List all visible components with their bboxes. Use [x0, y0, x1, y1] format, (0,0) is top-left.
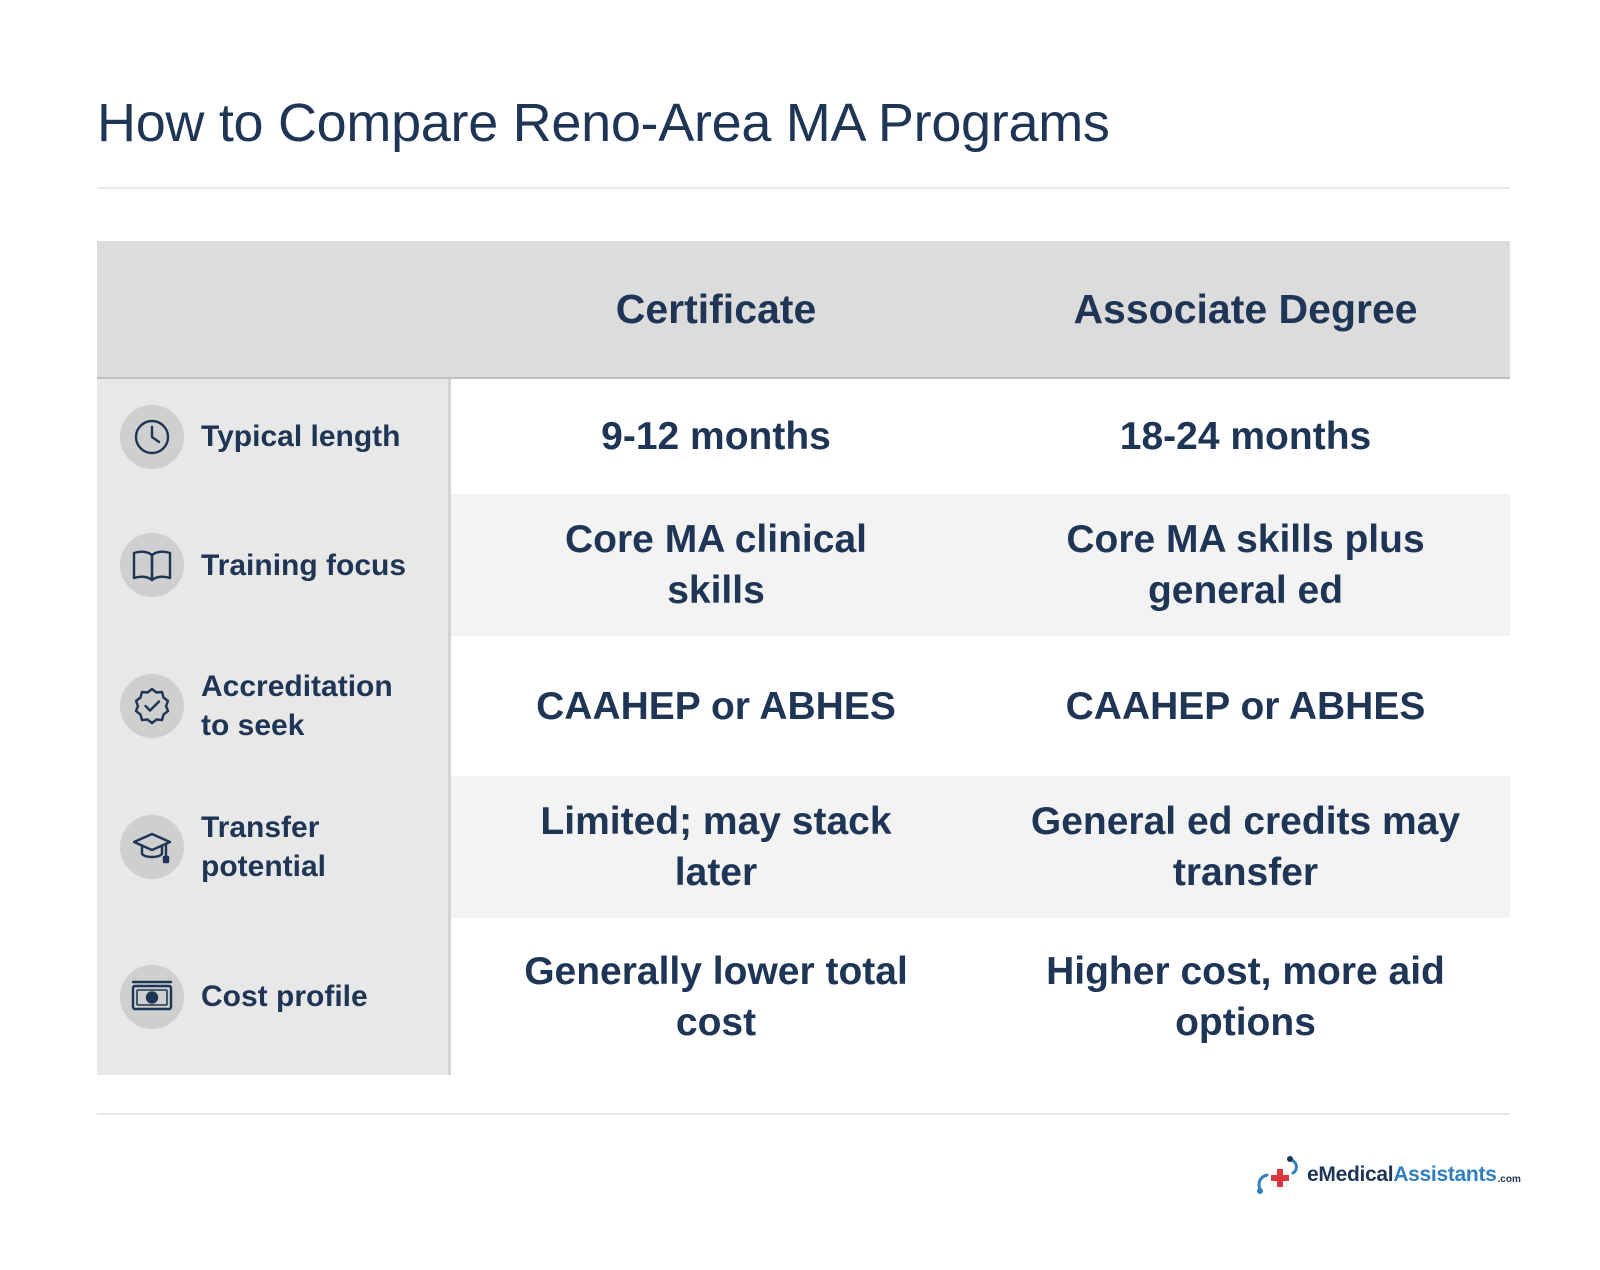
- certificate-cell: Core MA clinical skills: [565, 518, 867, 612]
- clock-icon: [120, 405, 184, 469]
- table-row: [97, 636, 1510, 776]
- associate-degree-cell: Higher cost, more aid options: [1046, 949, 1445, 1044]
- row-label: [97, 379, 448, 494]
- certificate-cell: Generally lower total cost: [524, 949, 908, 1044]
- row-label: [97, 918, 448, 1075]
- row-label: [97, 636, 448, 776]
- associate-degree-cell: CAAHEP or ABHES: [1065, 684, 1426, 728]
- row-label-text: Typical length: [201, 420, 401, 453]
- column-header-associate-degree: Associate Degree: [1073, 285, 1418, 332]
- logo-text-assistants: Assistants: [1393, 1163, 1497, 1186]
- row-label-text: Transfer potential: [201, 811, 326, 883]
- row-label-text: Accreditation to seek: [201, 670, 393, 742]
- table-row: [97, 379, 1510, 494]
- logo-text-com: .com: [1497, 1173, 1521, 1185]
- badge-check-icon: [120, 674, 184, 738]
- certificate-cell: 9-12 months: [601, 415, 831, 458]
- page-title: How to Compare Reno-Area MA Programs: [97, 93, 1110, 153]
- row-label: [97, 494, 448, 636]
- row-label: [97, 776, 448, 918]
- certificate-cell: Limited; may stack later: [540, 800, 892, 894]
- comparison-table: [97, 241, 1510, 1075]
- associate-degree-cell: General ed credits may transfer: [1030, 800, 1461, 894]
- table-row: [97, 918, 1510, 1075]
- graduation-cap-icon: [120, 815, 184, 879]
- medical-cross-logo-icon: [1255, 1155, 1303, 1195]
- table-row: [97, 776, 1510, 918]
- row-label-text: Training focus: [201, 548, 407, 582]
- column-header-certificate: Certificate: [615, 285, 817, 332]
- table-row: [97, 494, 1510, 636]
- table-header: [97, 241, 1510, 379]
- logo-text-emedical: eMedical: [1307, 1163, 1394, 1186]
- banknote-icon: [120, 965, 184, 1029]
- certificate-cell: CAAHEP or ABHES: [536, 684, 896, 728]
- book-icon: [120, 533, 184, 597]
- associate-degree-cell: 18-24 months: [1119, 415, 1372, 458]
- row-label-text: Cost profile: [201, 980, 368, 1013]
- associate-degree-cell: Core MA skills plus general ed: [1066, 518, 1425, 612]
- emedicalassistants-logo[interactable]: [1255, 1155, 1521, 1195]
- title-divider: [97, 187, 1510, 189]
- footer-divider: [97, 1113, 1510, 1115]
